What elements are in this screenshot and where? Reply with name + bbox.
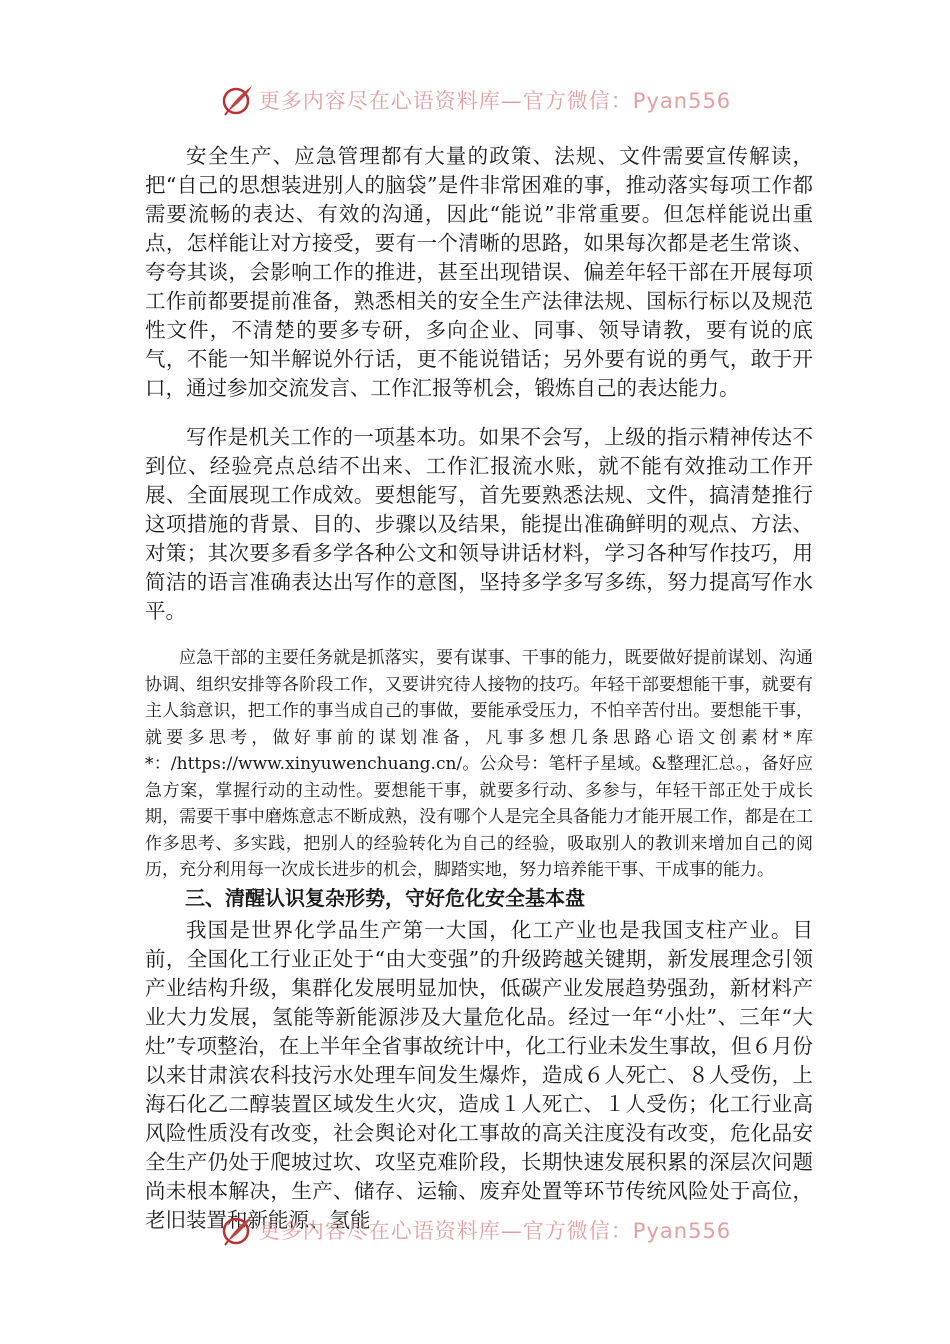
document-body (145, 142, 813, 1235)
header-banner-text: 更多内容尽在心语资料库—官方微信：Pyan556 (258, 89, 732, 113)
quill-logo-icon (219, 1212, 255, 1248)
paragraph-chemical-industry: 我国是世界化学品生产第一大国，化工产业也是我国支柱产业。目前，全国化工行业正处于“由大变强”的升级跨越关键期，新发展理念引领产业结构升级，集群化发展明显加快，低碳产业发展趋势强劲，新材料产业大力发展，氢能等新能源涉及大量危化品。经过一年“小灶”、三年“大灶”专项整治，在上半年全省事故统计中，化工行业未发生事故，但６月份以来甘肃滨农科技污水处理车间发生爆炸，造成６人死亡、８人受伤，上海石化乙二醇装置区域发生火灾，造成１人死亡、１人受伤；化工行业高风险性质没有改变，社会舆论对化工事故的高关注度没有改变，危化品安全生产仍处于爬坡过坎、攻坚克难阶段，长期快速发展积累的深层次问题尚未根本解决，生产、储存、运输、废弃处置等环节传统风险处于高位，老旧装置和新能源、氢能 (145, 917, 813, 1232)
section-heading: 三、清醒认识复杂形势，守好危化安全基本盘 (185, 885, 585, 910)
footer-banner-text: 更多内容尽在心语资料库—官方微信：Pyan556 (258, 1219, 732, 1243)
quill-logo-icon (219, 82, 255, 118)
paragraph-doing: 应急干部的主要任务就是抓落实，要有谋事、干事的能力，既要做好提前谋划、沟通协调、组织安排等各阶段工作，又要讲究待人接物的技巧。年轻干部要想能干事，就要有主人翁意识，把工作的事当成自己的事做，要能承受压力，不怕辛苦付出。要想能干事，就要多思考，做好事前的谋划准备，凡事多想几条思路心语文创素材*库*：/https://www.xinyuwenchuang.cn/。公众号：笔杆子星域。&整理汇总。，备好应急方案，掌握行动的主动性。要想能干事，就要多行动、多参与，年轻干部正处于成长期，需要干事中磨炼意志不断成熟，没有哪个人是完全具备能力才能开展工作，都是在工作多思考、多实践，把别人的经验转化为自己的经验，吸取别人的教训来增加自己的阅历，充分利用每一次成长进步的机会，脚踏实地，努力培养能干事、干成事的能力。 (145, 648, 813, 880)
paragraph-writing: 写作是机关工作的一项基本功。如果不会写，上级的指示精神传达不到位、经验亮点总结不出来、工作汇报流水账，就不能有效推动工作开展、全面展现工作成效。要想能写，首先要熟悉法规、文件，搞清楚推行这项措施的背景、目的、步骤以及结果，能提出准确鲜明的观点、方法、对策；其次要多看多学各种公文和领导讲话材料，学习各种写作技巧，用简洁的语言准确表达出写作的意图，坚持多学多写多练，努力提高写作水平。 (145, 425, 813, 623)
header-banner (0, 80, 950, 120)
footer-banner (0, 1210, 950, 1250)
paragraph-speaking: 安全生产、应急管理都有大量的政策、法规、文件需要宣传解读，把“自己的思想装进别人的脑袋”是件非常困难的事，推动落实每项工作都需要流畅的表达、有效的沟通，因此“能说”非常重要。但怎样能说出重点，怎样能让对方接受，要有一个清晰的思路，如果每次都是老生常谈、夸夸其谈，会影响工作的推进，甚至出现错误、偏差年轻干部在开展每项工作前都要提前准备，熟悉相关的安全生产法律法规、国标行标以及规范性文件，不清楚的要多专研，多向企业、同事、领导请教，要有说的底气，不能一知半解说外行话，更不能说错话；另外要有说的勇气，敢于开口，通过参加交流发言、工作汇报等机会，锻炼自己的表达能力。 (145, 144, 813, 400)
